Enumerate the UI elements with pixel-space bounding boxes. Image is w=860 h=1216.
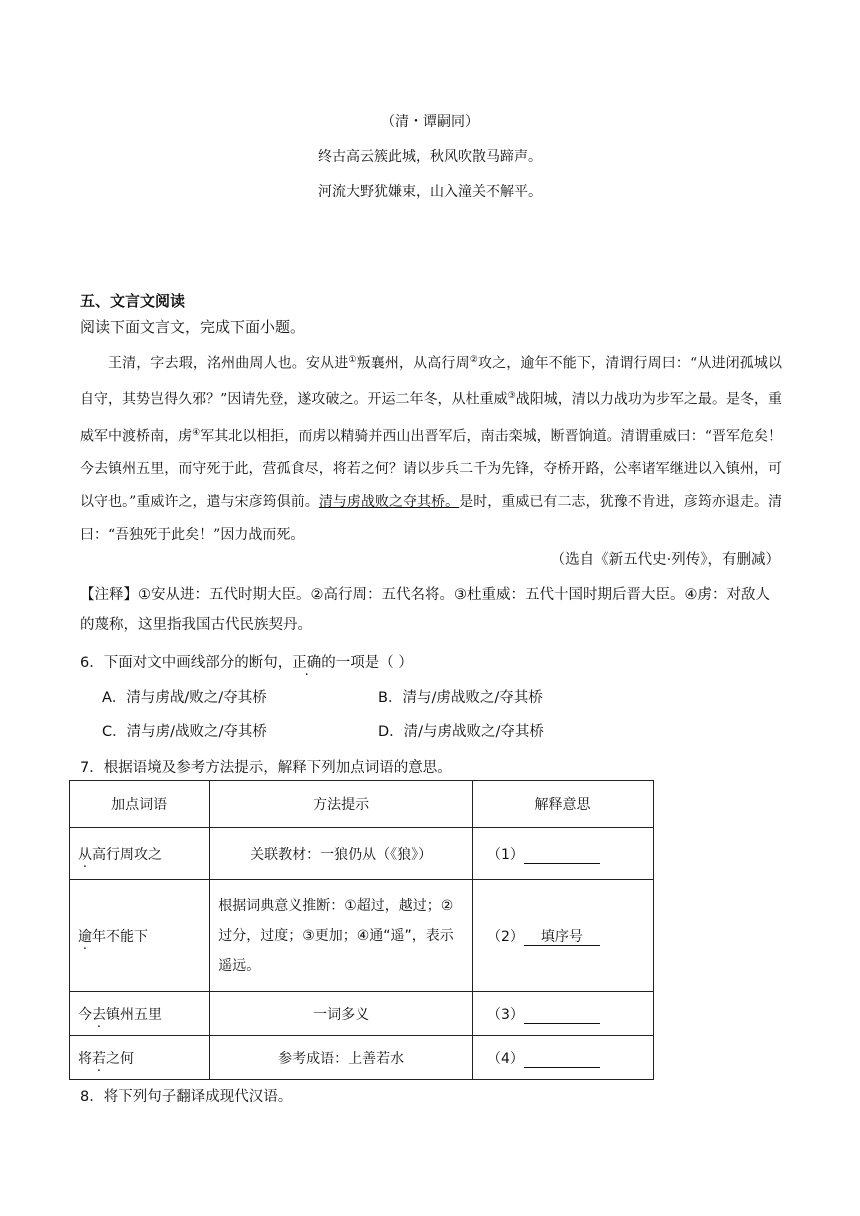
section-heading: 五、文言文阅读 bbox=[80, 292, 186, 310]
passage-text: 攻之，逾年不能下，清谓行周曰：“从进闭孤城以自守，其势岂得久邪？”因请先登，遂攻破之。开运二年冬，从杜重威 bbox=[80, 355, 783, 409]
table-row bbox=[70, 828, 654, 880]
note-marker: ① bbox=[348, 355, 357, 365]
table-header-row bbox=[70, 781, 654, 828]
word-post: 年不能下 bbox=[92, 928, 148, 945]
word-post: 高行周攻之 bbox=[92, 846, 162, 863]
underlined-sentence: 清与虏战败之夺其桥。 bbox=[318, 494, 460, 511]
dotted-char: 逾 bbox=[78, 928, 92, 945]
table-row bbox=[70, 880, 654, 992]
table-row bbox=[70, 992, 654, 1036]
q6-option-b[interactable]: B．清与/虏战败之/夺其桥 bbox=[378, 690, 543, 706]
passage-source: （选自《新五代史·列传》，有删减） bbox=[550, 552, 780, 568]
answer-number: （4） bbox=[487, 1050, 524, 1067]
answer-cell bbox=[473, 1036, 654, 1080]
dotted-word-cell bbox=[70, 1036, 210, 1080]
notes-text: ①安从进：五代时期大臣。②高行周：五代名将。③杜重威：五代十国时期后晋大臣。④虏：对敌人的蔑称，这里指我国古代民族契丹。 bbox=[80, 587, 770, 633]
dotted-char: 从 bbox=[78, 846, 92, 863]
answer-blank[interactable] bbox=[524, 1009, 600, 1024]
vocab-table bbox=[69, 780, 654, 1080]
word-post: 之何 bbox=[106, 1050, 134, 1067]
question-8-stem: 8．将下列句子翻译成现代汉语。 bbox=[80, 1089, 293, 1105]
answer-cell bbox=[473, 992, 654, 1036]
hint-cell: 参考成语：上善若水 bbox=[210, 1036, 473, 1080]
question-6-stem bbox=[80, 651, 413, 672]
header-meaning: 解释意思 bbox=[473, 781, 654, 828]
q6-stem-pre: 6．下面对文中画线部分的断句， bbox=[80, 655, 293, 671]
hint-cell: 一词多义 bbox=[210, 992, 473, 1036]
table-row bbox=[70, 1036, 654, 1080]
dotted-word-cell bbox=[70, 828, 210, 880]
hint-cell: 根据词典意义推断：①超过，越过；②过分，过度；③更加；④通“遥”，表示遥远。 bbox=[210, 880, 473, 992]
answer-blank[interactable]: 填序号 bbox=[524, 929, 600, 946]
passage-text: 王清，字去瑕，洺州曲周人也。安从进 bbox=[108, 355, 349, 372]
q6-option-d[interactable]: D．清/与虏战败之/夺其桥 bbox=[378, 724, 544, 740]
passage-text: 军其北以相拒，而虏以精骑并西山出晋军后，南击栾城，断晋饷道。清谓重威曰：“晋军危矣！今去镇州五里，而守死于此，营孤食尽，将若之何？请以步兵二千为先锋，夺桥开路，公率诸军继进以入镇州，可以守也。”重威许之，遣与宋彦筠俱前。 bbox=[80, 428, 783, 511]
answer-cell bbox=[473, 880, 654, 992]
hint-cell: 关联教材：一狼仍从（《狼》） bbox=[210, 828, 473, 880]
dotted-word-cell bbox=[70, 992, 210, 1036]
poem-author: （清・谭嗣同） bbox=[381, 114, 479, 130]
word-pre: 今 bbox=[78, 1006, 92, 1023]
word-pre: 将 bbox=[78, 1050, 92, 1067]
q6-option-a[interactable]: A．清与虏战/败之/夺其桥 bbox=[102, 690, 267, 706]
answer-cell bbox=[473, 828, 654, 880]
dotted-char: 若 bbox=[92, 1050, 106, 1067]
header-hint: 方法提示 bbox=[210, 781, 473, 828]
word-post: 镇州五里 bbox=[106, 1006, 162, 1023]
dotted-word-cell bbox=[70, 880, 210, 992]
passage-text: 是时，重威已有二志，犹豫不肯进，彦筠亦退走。清曰：“吾独死于此矣！”因力战而死。 bbox=[80, 494, 783, 543]
poem-line-1: 终古高云簇此城，秋风吹散马蹄声。 bbox=[318, 149, 542, 165]
classical-passage bbox=[80, 344, 782, 552]
dotted-char: 去 bbox=[92, 1006, 106, 1023]
header-word: 加点词语 bbox=[70, 781, 210, 828]
passage-text: 战阳城，清以力战功为步军之最。是冬，重威军中渡桥南，虏 bbox=[80, 392, 783, 445]
q6-stem-post: 的一项是（ ） bbox=[321, 655, 413, 671]
question-7-stem: 7．根据语境及参考方法提示，解释下列加点词语的意思。 bbox=[80, 760, 452, 776]
note-marker: ④ bbox=[192, 427, 201, 438]
note-marker: ③ bbox=[507, 391, 516, 402]
passage-text: 叛襄州，从高行周 bbox=[356, 355, 470, 372]
answer-blank[interactable] bbox=[524, 849, 600, 864]
answer-number: （2） bbox=[487, 928, 524, 945]
section-instruction: 阅读下面文言文，完成下面小题。 bbox=[80, 318, 306, 336]
note-marker: ② bbox=[469, 355, 478, 365]
answer-blank[interactable] bbox=[524, 1053, 600, 1068]
poem-line-2: 河流大野犹嫌束，山入潼关不解平。 bbox=[318, 184, 542, 200]
answer-number: （3） bbox=[487, 1006, 524, 1023]
q6-emphasis: 正确 bbox=[292, 655, 322, 671]
annotation-notes bbox=[80, 580, 780, 640]
notes-label: 【注释】 bbox=[80, 587, 138, 603]
answer-number: （1） bbox=[487, 846, 524, 863]
q6-option-c[interactable]: C．清与虏/战败之/夺其桥 bbox=[102, 724, 267, 740]
